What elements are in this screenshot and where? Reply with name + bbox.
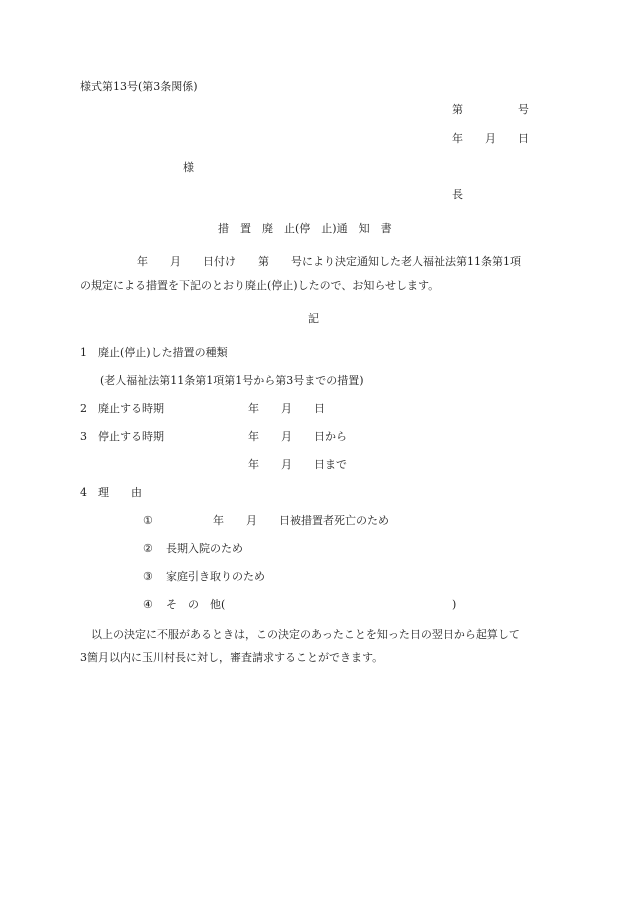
appeal-notice-line-2: 3箇月以内に玉川村長に対し，審査請求することができます。: [80, 651, 384, 664]
issuer-title: 長: [452, 188, 463, 201]
reason-2-mark: ②: [143, 542, 153, 555]
item1-detail: (老人福祉法第11条第1項第1号から第3号までの措置): [100, 374, 364, 387]
item3-to-date: 年 月 日まで: [248, 458, 347, 471]
reason-1-mark: ①: [143, 514, 153, 527]
reason-4-mark: ④: [143, 598, 153, 611]
item2-date: 年 月 日: [248, 402, 325, 415]
body-line-2: の規定による措置を下記のとおり廃止(停止)したので、お知らせします。: [80, 279, 440, 292]
reason-3-text: 家庭引き取りのため: [166, 570, 265, 583]
item2-label: 2 廃止する時期: [80, 402, 164, 415]
reason-1-text: 年 月 日被措置者死亡のため: [213, 514, 389, 527]
document-title: 措 置 廃 止(停 止)通 知 書: [218, 222, 392, 235]
item3-label: 3 停止する時期: [80, 430, 164, 443]
item1-heading: 1 廃止(停止)した措置の種類: [80, 346, 228, 359]
document-number-line: 第 号: [452, 103, 529, 116]
reason-3-mark: ③: [143, 570, 153, 583]
item4-label: 4 理 由: [80, 486, 142, 499]
document-date-line: 年 月 日: [452, 132, 529, 145]
reason-4-close-paren: ): [452, 598, 457, 611]
reason-2-text: 長期入院のため: [166, 542, 243, 555]
form-label: 様式第13号(第3条関係): [80, 80, 198, 93]
reason-4-text: そ の 他(: [166, 598, 226, 611]
addressee-honorific: 様: [183, 161, 194, 174]
body-line-1: 年 月 日付け 第 号により決定通知した老人福祉法第11条第1項: [137, 255, 521, 268]
item3-from-date: 年 月 日から: [248, 430, 347, 443]
ki-heading: 記: [308, 312, 319, 325]
appeal-notice-line-1: 以上の決定に不服があるときは，この決定のあったことを知った日の翌日から起算して: [91, 628, 520, 641]
